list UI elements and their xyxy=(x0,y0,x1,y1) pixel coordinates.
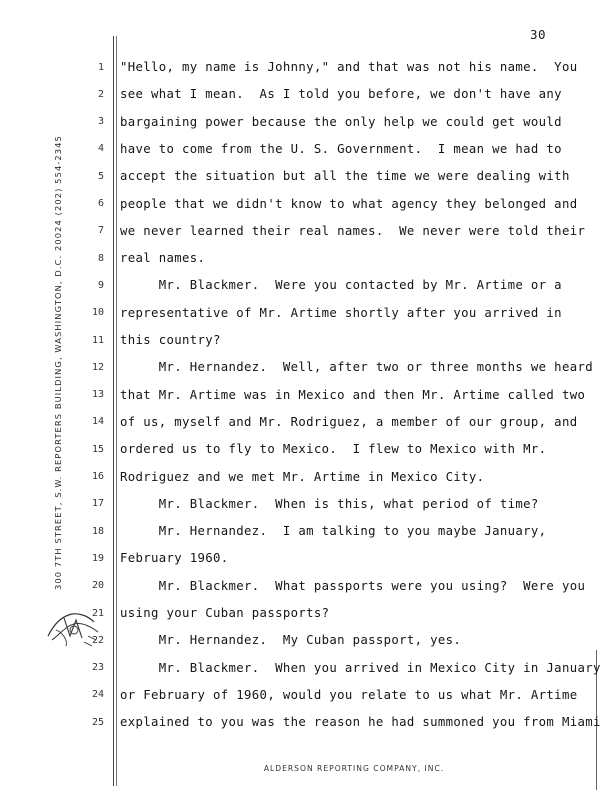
line-number: 2 xyxy=(97,88,104,100)
transcript-line: Mr. Hernandez. I am talking to you maybe January, xyxy=(120,524,547,539)
left-margin-rule xyxy=(113,36,114,786)
transcript-line: February 1960. xyxy=(120,551,229,566)
transcript-line: we never learned their real names. We never were told their xyxy=(120,223,586,238)
transcript-line: Mr. Blackmer. What passports were you using? Were you xyxy=(120,578,586,593)
transcript-line: or February of 1960, would you relate to us what Mr. Artime xyxy=(120,687,578,702)
line-number: 24 xyxy=(91,689,104,701)
line-number: 18 xyxy=(91,525,104,537)
line-number: 14 xyxy=(91,416,104,428)
line-number: 5 xyxy=(97,170,104,182)
line-number: 7 xyxy=(97,225,104,237)
line-number: 15 xyxy=(91,443,104,455)
transcript-line: "Hello, my name is Johnny," and that was not his name. You xyxy=(120,60,578,74)
transcript-line: bargaining power because the only help we could get would xyxy=(120,114,562,129)
line-number: 22 xyxy=(91,634,104,646)
transcript-line: this country? xyxy=(120,333,221,347)
transcript-line: Mr. Hernandez. My Cuban passport, yes. xyxy=(120,633,462,648)
transcript-line: that Mr. Artime was in Mexico and then Mr. Artime called two xyxy=(120,387,586,402)
line-number: 20 xyxy=(91,580,104,592)
line-number: 19 xyxy=(91,552,104,564)
transcript-line: people that we didn't know to what agency they belonged and xyxy=(120,196,578,211)
line-number: 11 xyxy=(91,334,104,346)
transcript-line: ordered us to fly to Mexico. I flew to Mexico with Mr. xyxy=(120,442,547,457)
line-number: 17 xyxy=(91,498,104,510)
transcript-line: Mr. Blackmer. When is this, what period of time? xyxy=(120,496,539,511)
line-number: 12 xyxy=(91,361,104,373)
transcript-line: of us, myself and Mr. Rodriguez, a member of our group, and xyxy=(120,414,578,429)
left-margin-rule-inner xyxy=(116,36,117,786)
line-number: 25 xyxy=(91,716,104,728)
transcript-line: have to come from the U. S. Government. I mean we had to xyxy=(120,141,562,156)
transcript-line: Rodriguez and we met Mr. Artime in Mexico City. xyxy=(120,469,485,484)
line-number: 13 xyxy=(91,389,104,401)
page-number: 30 xyxy=(530,27,547,42)
transcript-line: Mr. Blackmer. When you arrived in Mexico City in January xyxy=(120,660,601,675)
reporter-address-vertical: 300 7TH STREET, S.W. REPORTERS BUILDING, WASHINGTON, D.C. 20024 (202) 554-2345 xyxy=(53,135,63,590)
line-number: 8 xyxy=(97,252,104,264)
transcript-line: representative of Mr. Artime shortly after you arrived in xyxy=(120,305,562,320)
line-number: 4 xyxy=(97,143,104,155)
line-number: 23 xyxy=(91,662,104,674)
line-number: 16 xyxy=(91,471,104,482)
line-number: 3 xyxy=(97,116,104,128)
transcript-line: using your Cuban passports? xyxy=(120,606,330,620)
transcript-line: explained to you was the reason he had summoned you from Miami xyxy=(120,715,601,730)
line-number: 10 xyxy=(91,307,104,319)
line-number: 21 xyxy=(91,607,104,619)
line-number: 1 xyxy=(97,61,104,73)
line-number: 9 xyxy=(97,279,104,291)
footer-company: ALDERSON REPORTING COMPANY, INC. xyxy=(263,764,445,773)
transcript-line: Mr. Hernandez. Well, after two or three months we heard xyxy=(120,360,593,375)
transcript-line: see what I mean. As I told you before, we don't have any xyxy=(120,87,562,102)
transcript-line: real names. xyxy=(120,251,206,266)
line-number: 6 xyxy=(97,198,104,209)
transcript-line: accept the situation but all the time we were dealing with xyxy=(120,169,570,184)
transcript-line: Mr. Blackmer. Were you contacted by Mr. Artime or a xyxy=(120,278,562,293)
